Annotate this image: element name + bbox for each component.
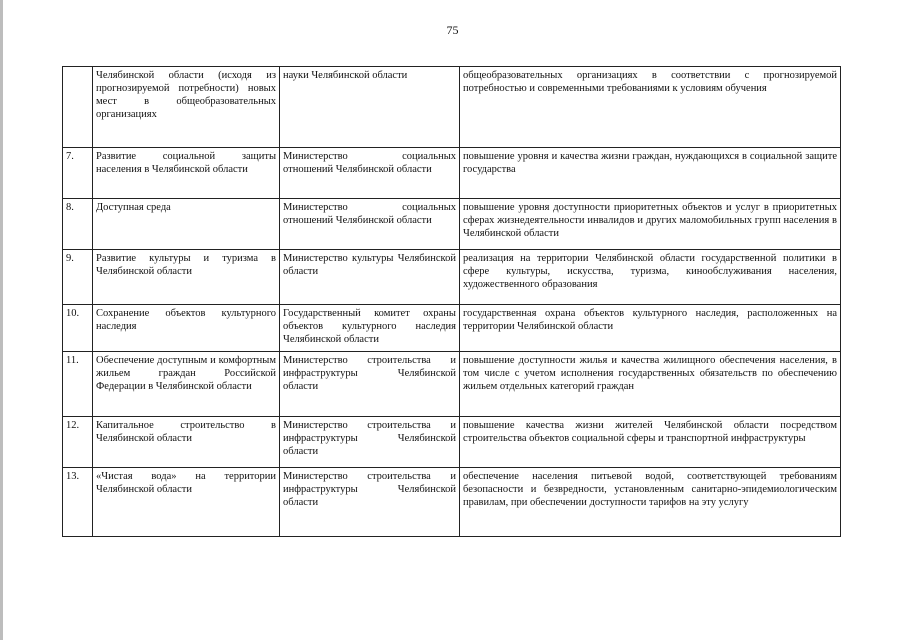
program-goal: обеспечение населения питьевой водой, соответствующей требованиям безопасности и безвредности, установленным санитарно-эпидемиологическим правилам, при обеспечении доступности тарифов на эту услугу — [460, 468, 841, 537]
responsible-executor: Государственный комитет охраны объектов культурного наследия Челябинской области — [280, 305, 460, 352]
table-row — [63, 417, 841, 468]
row-number: 10. — [63, 305, 93, 352]
program-goal: повышение доступности жилья и качества жилищного обеспечения населения, в том числе с учетом исполнения государственных обязательств по обеспечению жильем отдельных категорий граждан — [460, 352, 841, 417]
table-row — [63, 67, 841, 148]
table-row — [63, 468, 841, 537]
program-name: Доступная среда — [93, 199, 280, 250]
responsible-executor: Министерство социальных отношений Челябинской области — [280, 148, 460, 199]
row-number: 11. — [63, 352, 93, 417]
row-number: 7. — [63, 148, 93, 199]
row-number: 12. — [63, 417, 93, 468]
row-number: 9. — [63, 250, 93, 305]
program-name: Сохранение объектов культурного наследия — [93, 305, 280, 352]
program-name: «Чистая вода» на территории Челябинской области — [93, 468, 280, 537]
program-name: Челябинской области (исходя из прогнозируемой потребности) новых мест в общеобразовательных организациях — [93, 67, 280, 148]
row-number: 8. — [63, 199, 93, 250]
programs-table — [62, 66, 841, 537]
table-row — [63, 250, 841, 305]
table-row — [63, 352, 841, 417]
responsible-executor: Министерство строительства и инфраструктуры Челябинской области — [280, 417, 460, 468]
program-goal: реализация на территории Челябинской области государственной политики в сфере культуры, искусства, туризма, кинообслуживания населения, художественного образования — [460, 250, 841, 305]
responsible-executor: Министерство строительства и инфраструктуры Челябинской области — [280, 468, 460, 537]
program-goal: общеобразовательных организациях в соответствии с прогнозируемой потребностью и современными требованиями к условиям обучения — [460, 67, 841, 148]
program-goal: государственная охрана объектов культурного наследия, расположенных на территории Челябинской области — [460, 305, 841, 352]
responsible-executor: Министерство строительства и инфраструктуры Челябинской области — [280, 352, 460, 417]
program-name: Развитие культуры и туризма в Челябинской области — [93, 250, 280, 305]
program-goal: повышение качества жизни жителей Челябинской области посредством строительства объектов социальной сферы и транспортной инфраструктуры — [460, 417, 841, 468]
row-number: 13. — [63, 468, 93, 537]
table-row — [63, 305, 841, 352]
page-left-edge — [0, 0, 3, 640]
responsible-executor: Министерство культуры Челябинской области — [280, 250, 460, 305]
table-row — [63, 199, 841, 250]
program-goal: повышение уровня доступности приоритетных объектов и услуг в приоритетных сферах жизнедеятельности инвалидов и других маломобильных групп населения в Челябинской области — [460, 199, 841, 250]
program-name: Капитальное строительство в Челябинской области — [93, 417, 280, 468]
table-row — [63, 148, 841, 199]
responsible-executor: науки Челябинской области — [280, 67, 460, 148]
page-number: 75 — [446, 23, 459, 37]
row-number — [63, 67, 93, 148]
responsible-executor: Министерство социальных отношений Челябинской области — [280, 199, 460, 250]
program-name: Обеспечение доступным и комфортным жильем граждан Российской Федерации в Челябинской области — [93, 352, 280, 417]
program-name: Развитие социальной защиты населения в Челябинской области — [93, 148, 280, 199]
program-goal: повышение уровня и качества жизни граждан, нуждающихся в социальной защите государства — [460, 148, 841, 199]
